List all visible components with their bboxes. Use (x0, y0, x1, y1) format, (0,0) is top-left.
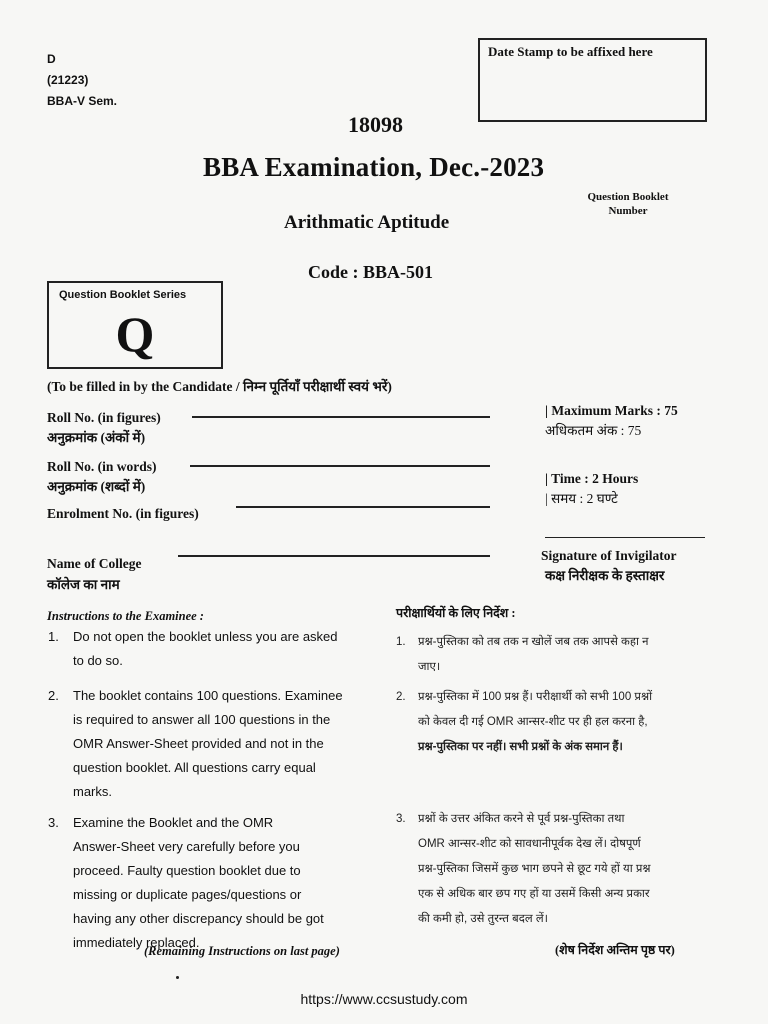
remaining-instructions-note: (Remaining Instructions on last page) (144, 944, 340, 958)
question-booklet-number (574, 190, 682, 218)
booklet-series-box (47, 281, 223, 369)
fill-note: (To be filled in by the Candidate / निम्न पूर्तियाँ परीक्षार्थी स्वयं भरें) (47, 379, 392, 394)
college-label: Name of College (47, 556, 142, 571)
date-stamp-box (478, 38, 707, 122)
roll-figures-label-hi: अनुक्रमांक (अंकों में) (47, 430, 146, 445)
invigilator-signature-label: Signature of Invigilator (541, 548, 677, 563)
roll-figures-label: Roll No. (in figures) (47, 410, 161, 425)
time-allowed-hi: | समय : 2 घण्टे (545, 491, 618, 506)
date-stamp-label: Date Stamp to be affixed here (488, 44, 653, 59)
booklet-number-line2: Number (608, 205, 648, 217)
invigilator-line[interactable] (545, 537, 705, 538)
paper-number: 18098 (348, 112, 403, 137)
paper-id: (21223) (47, 73, 89, 87)
roll-words-label: Roll No. (in words) (47, 459, 157, 474)
instructions-heading: Instructions to the Examinee : (47, 609, 204, 623)
booklet-series-label: Question Booklet Series (59, 289, 187, 301)
exam-title: BBA Examination, Dec.-2023 (203, 152, 545, 182)
semester: BBA-V Sem. (47, 94, 118, 108)
instructions-list: 1. Do not open the booklet unless you are asked to do so. 2. The booklet contains 100 questions. Examinee is required to answer all 100 questions in the OMR Answer-Sheet provided and not in the question booklet. All questions carry equal marks. 3. Examine the Booklet and the OMR Answer-Sheet very carefully before you proceed. Faulty question booklet due to missing or duplicate pages/questions or having any other discrepancy should be got immediately replaced. (48, 629, 343, 950)
footer-url-link[interactable]: https://www.ccsustudy.com (300, 991, 468, 1007)
max-marks-hi: अधिकतम अंक : 75 (545, 423, 642, 438)
paper-code: Code : BBA-501 (308, 262, 433, 282)
remaining-instructions-note-hi: (शेष निर्देश अन्तिम पृष्ठ पर) (555, 943, 675, 957)
invigilator-signature-label-hi: कक्ष निरीक्षक के हस्ताक्षर (545, 568, 665, 583)
stray-mark (176, 976, 179, 979)
time-allowed: | Time : 2 Hours (545, 471, 639, 486)
roll-figures-line[interactable] (192, 416, 490, 418)
enrolment-line[interactable] (236, 506, 490, 508)
college-label-hi: कॉलेज का नाम (47, 577, 120, 592)
roll-words-line[interactable] (190, 465, 490, 467)
college-line[interactable] (178, 555, 490, 557)
instructions-heading-hi: परीक्षार्थियों के लिए निर्देश : (396, 606, 516, 620)
booklet-number-line1: Question Booklet (587, 191, 669, 203)
booklet-series-letter: Q (115, 306, 155, 362)
enrolment-label: Enrolment No. (in figures) (47, 506, 199, 521)
series-code: D (47, 52, 56, 66)
roll-words-label-hi: अनुक्रमांक (शब्दों में) (47, 479, 146, 494)
subject-title: Arithmatic Aptitude (284, 212, 450, 233)
instructions-list-hi: 1. प्रश्न-पुस्तिका को तब तक न खोलें जब तक आपसे कहा न जाए। 2. प्रश्न-पुस्तिका में 100 प्रश्न हैं। परीक्षार्थी को सभी 100 प्रश्नों को केवल दी गई OMR आन्सर-शीट पर ही हल करना है, प्रश्न-पुस्तिका पर नहीं। सभी प्रश्नों के अंक समान हैं। 3. प्रश्नों के उत्तर अंकित करने से पूर्व प्रश्न-पुस्तिका तथा OMR आन्सर-शीट को सावधानीपूर्वक देख लें। दोषपूर्ण प्रश्न-पुस्तिका जिसमें कुछ भाग छपने से छूट गये हों या प्रश्न एक से अधिक बार छप गए हों या उसमें किसी अन्य प्रकार की कमी हो, उसे तुरन्त बदल लें। (396, 636, 653, 925)
max-marks: | Maximum Marks : 75 (545, 403, 678, 418)
